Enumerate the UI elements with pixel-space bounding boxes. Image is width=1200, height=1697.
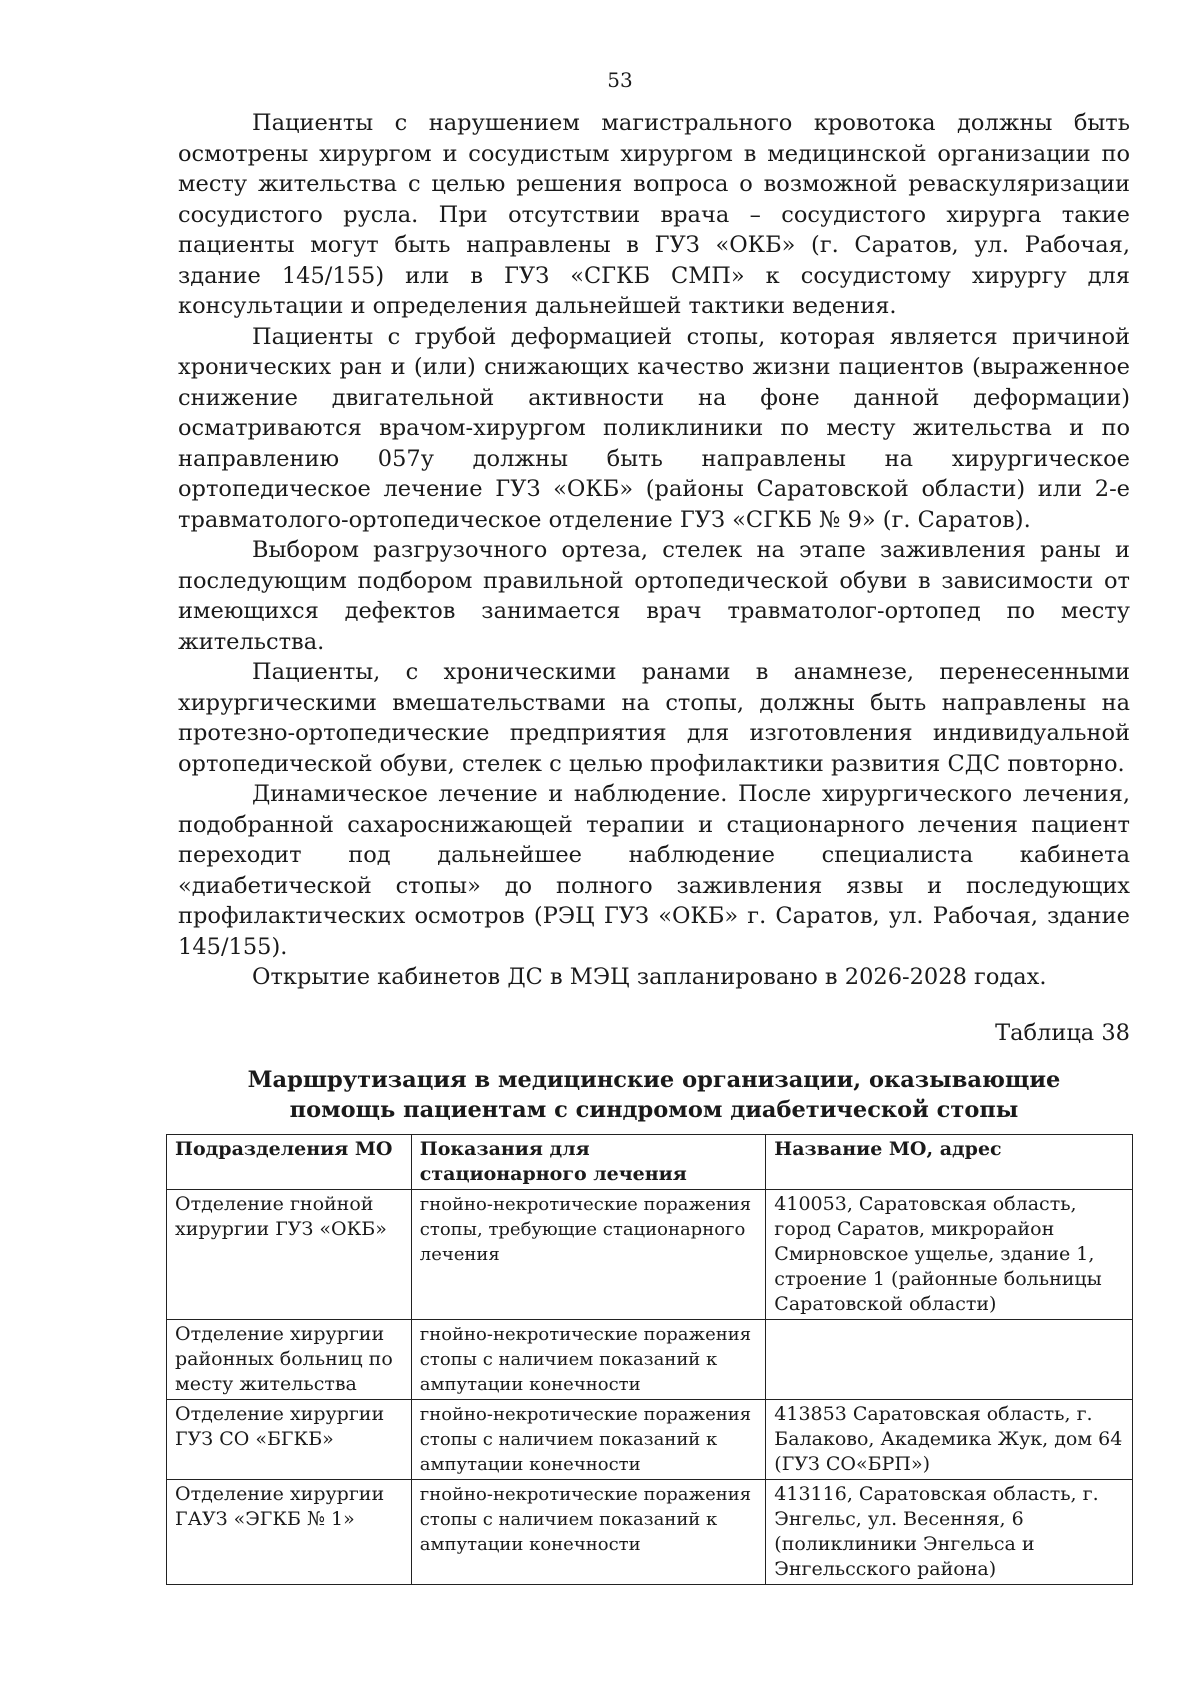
column-header: Подразделения МО [167,1135,412,1190]
paragraph: Пациенты, с хроническими ранами в анамнезе, перенесенными хирургическими вмешательствами на стопы, должны быть направлены на протезно-ортопедические предприятия для изготовления индивидуальной ортопедической обуви, стелек с целью профилактики развития СДС повторно. [178,659,1130,777]
table-row [167,1190,1133,1320]
body-text [178,108,1130,993]
table-cell: гнойно-некротические поражения стопы с наличием показаний к ампутации конечности [411,1320,766,1400]
table-cell: гнойно-некротические поражения стопы, требующие стационарного лечения [411,1190,766,1320]
table-title [178,1065,1130,1125]
paragraph: Пациенты с нарушением магистрального кровотока должны быть осмотрены хирургом и сосудистым хирургом в медицинской организации по месту жительства с целью решения вопроса о возможной реваскуляризации сосудистого русла. При отсутствии врача – сосудистого хирурга такие пациенты могут быть направлены в ГУЗ «ОКБ» (г. Саратов, ул. Рабочая, здание 145/155) или в ГУЗ «СГКБ СМП» к сосудистому хирургу для консультации и определения дальнейшей тактики ведения. [178,110,1130,319]
table-row [167,1480,1133,1585]
page-number: 53 [607,68,633,92]
table-cell: Отделение хирургии ГАУЗ «ЭГКБ № 1» [167,1480,412,1585]
column-header: Название МО, адрес [766,1135,1133,1190]
column-header: Показания для стационарного лечения [411,1135,766,1190]
table-title-line: помощь пациентам с синдромом диабетической стопы [289,1097,1019,1123]
table-cell: Отделение хирургии районных больниц по месту жительства [167,1320,412,1400]
table-cell: 413116, Саратовская область, г. Энгельс, ул. Весенняя, 6 (поликлиники Энгельса и Энгельсского района) [766,1480,1133,1585]
table-header-row [167,1135,1133,1190]
table-cell [766,1320,1133,1400]
table-caption: Таблица 38 [995,1020,1130,1046]
table-cell: Отделение гнойной хирургии ГУЗ «ОКБ» [167,1190,412,1320]
table-cell: 410053, Саратовская область, город Саратов, микрорайон Смирновское ущелье, здание 1, строение 1 (районные больницы Саратовской области) [766,1190,1133,1320]
routing-table [166,1134,1133,1585]
paragraph: Открытие кабинетов ДС в МЭЦ запланировано в 2026-2028 годах. [252,964,1047,990]
table-row [167,1400,1133,1480]
table-row [167,1320,1133,1400]
table-cell: 413853 Саратовская область, г. Балаково, Академика Жук, дом 64 (ГУЗ СО«БРП») [766,1400,1133,1480]
paragraph: Динамическое лечение и наблюдение. После хирургического лечения, подобранной сахароснижающей терапии и стационарного лечения пациент переходит под дальнейшее наблюдение специалиста кабинета «диабетической стопы» до полного заживления язвы и последующих профилактических осмотров (РЭЦ ГУЗ «ОКБ» г. Саратов, ул. Рабочая, здание 145/155). [178,781,1130,960]
table-title-line: Маршрутизация в медицинские организации, оказывающие [247,1067,1061,1093]
paragraph: Пациенты с грубой деформацией стопы, которая является причиной хронических ран и (или) снижающих качество жизни пациентов (выраженное снижение двигательной активности на фоне данной деформации) осматриваются врачом-хирургом поликлиники по месту жительства и по направлению 057у должны быть направлены на хирургическое ортопедическое лечение ГУЗ «ОКБ» (районы Саратовской области) или 2-е травматолого-ортопедическое отделение ГУЗ «СГКБ № 9» (г. Саратов). [178,323,1130,533]
table-cell: гнойно-некротические поражения стопы с наличием показаний к ампутации конечности [411,1400,766,1480]
table-cell: Отделение хирургии ГУЗ СО «БГКБ» [167,1400,412,1480]
table-cell: гнойно-некротические поражения стопы с наличием показаний к ампутации конечности [411,1480,766,1585]
paragraph: Выбором разгрузочного ортеза, стелек на этапе заживления раны и последующим подбором правильной ортопедической обуви в зависимости от имеющихся дефектов занимается врач травматолог-ортопед по месту жительства. [178,537,1130,655]
